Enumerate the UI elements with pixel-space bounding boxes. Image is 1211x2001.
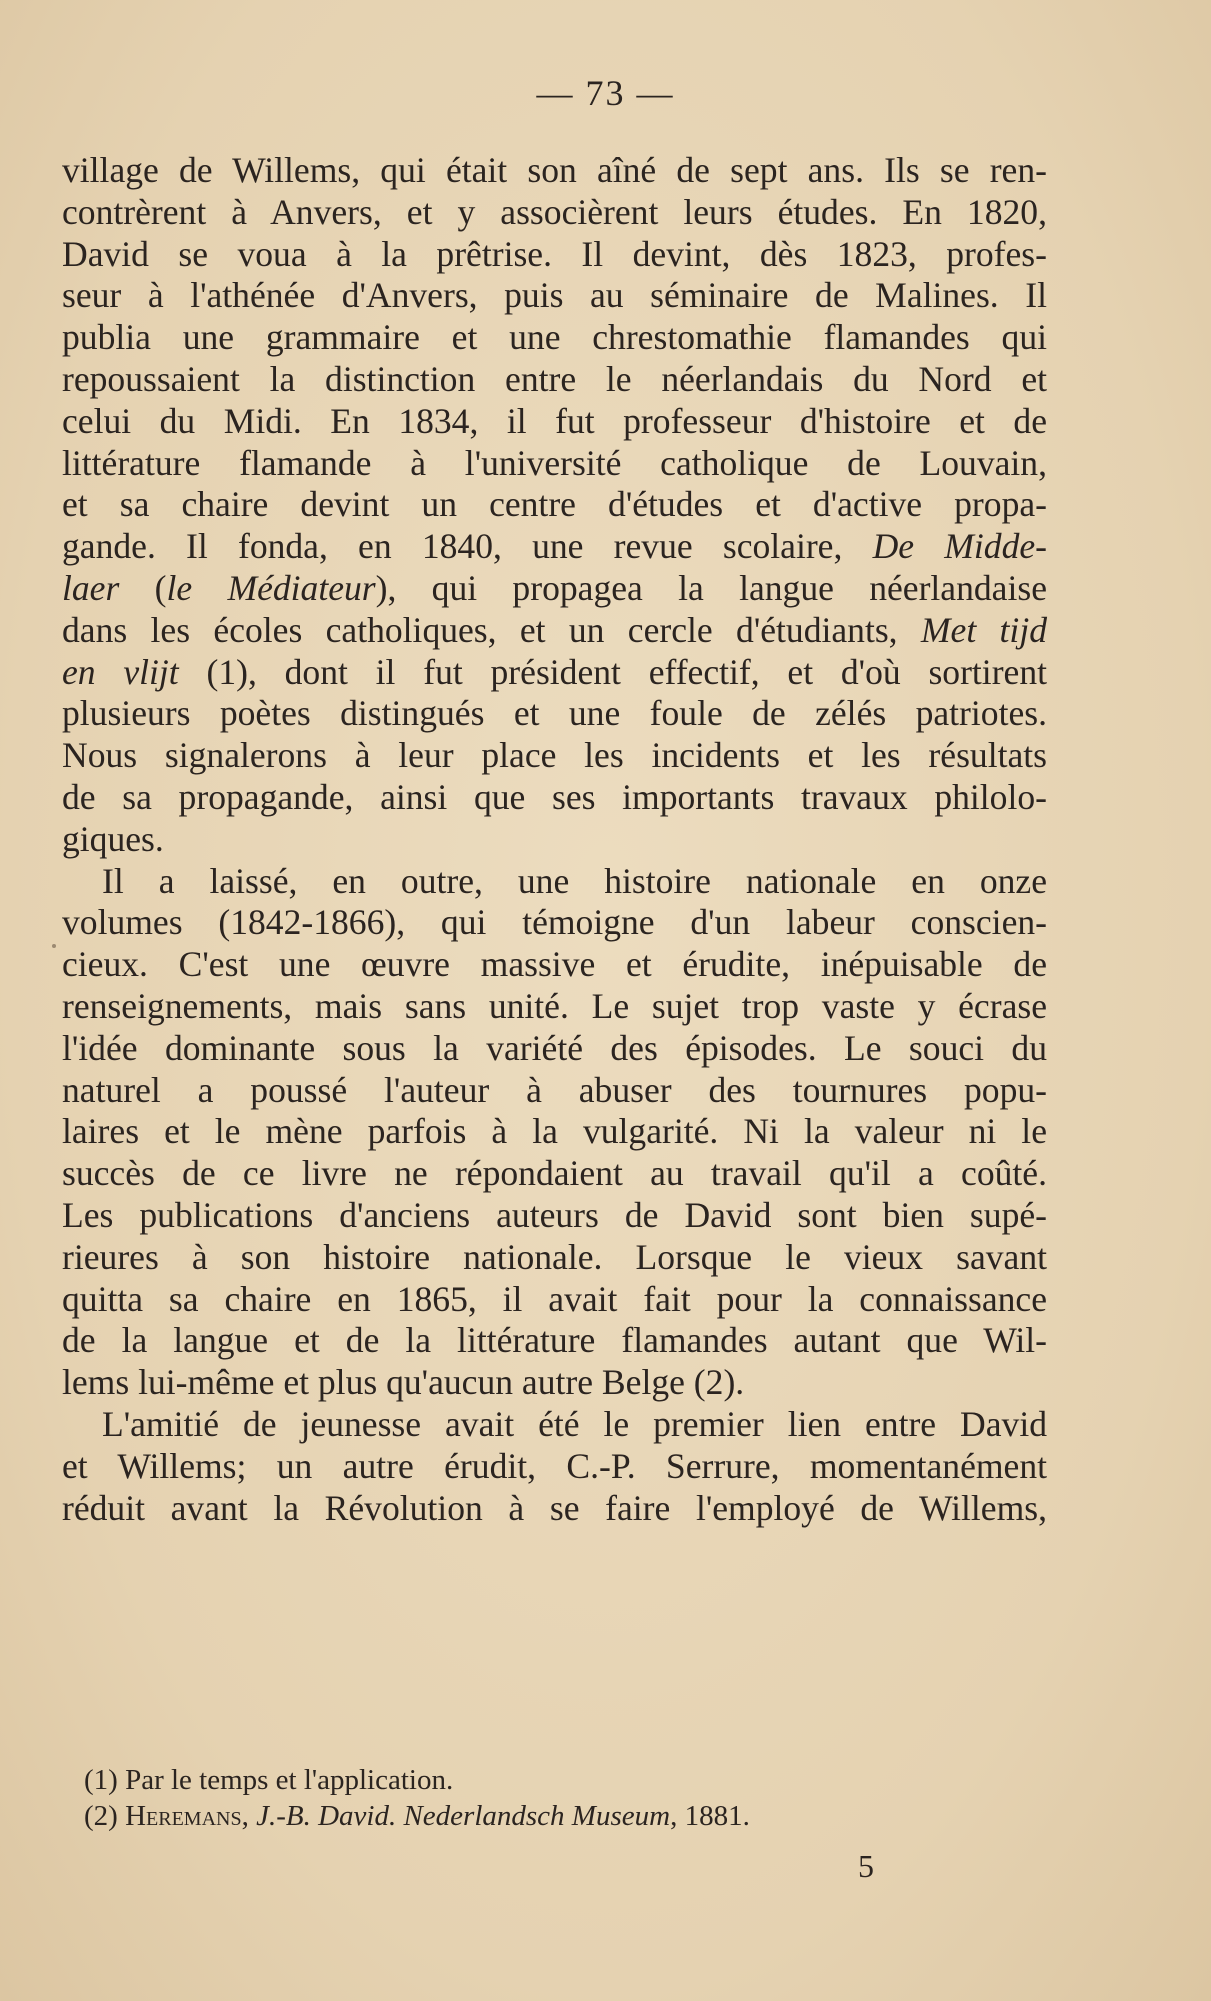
main-text [62, 150, 1047, 1529]
text-line: plusieurs poètes distingués et une foule de zélés patriotes. [62, 693, 1047, 734]
text-line: naturel a poussé l'auteur à abuser des tournures popu- [62, 1069, 1047, 1110]
text-line: succès de ce livre ne répondaient au travail qu'il a coûté. [62, 1153, 1047, 1194]
italic-title: Met tijd [920, 609, 1047, 650]
text-line: de la langue et de la littérature flamandes autant que Wil- [62, 1320, 1047, 1361]
text-line: celui du Midi. En 1834, il fut professeur d'histoire et de [62, 400, 1047, 441]
footnote-1: (1) Par le temps et l'application. [84, 1764, 454, 1796]
text-run: dans les écoles catholiques, et un cercle d'étudiants, [62, 609, 921, 650]
text-line: village de Willems, qui était son aîné de sept ans. Ils se ren- [62, 150, 1047, 190]
italic-title: en vlijt [62, 651, 179, 692]
paper-speck [52, 944, 56, 948]
text-line: littérature flamande à l'université catholique de Louvain, [62, 442, 1047, 483]
text-line: Nous signalerons à leur place les incidents et les résultats [62, 735, 1047, 776]
text-line: David se voua à la prêtrise. Il devint, dès 1823, profes- [62, 233, 1047, 274]
text-line: quitta sa chaire en 1865, il avait fait pour la connaissance [62, 1278, 1047, 1319]
text-line [62, 610, 1047, 652]
text-run: gande. Il fonda, en 1840, une revue scolaire, [62, 526, 873, 567]
footnote-title: J.-B. David. Nederlandsch Museum [256, 1800, 671, 1832]
text-run: (1), dont il fut président effectif, et d'où sortirent [178, 651, 1048, 692]
text-run: , [241, 1800, 257, 1832]
signature-mark: 5 [858, 1848, 874, 1884]
text-run: , 1881. [670, 1800, 750, 1832]
text-run: ( [119, 567, 167, 608]
footnote-2 [84, 1798, 1044, 1834]
text-line: de sa propagande, ainsi que ses importants travaux philolo- [62, 776, 1047, 817]
text-line: volumes (1842-1866), qui témoigne d'un labeur conscien- [62, 902, 1047, 943]
text-line: L'amitié de jeunesse avait été le premier lien entre David [102, 1403, 1047, 1444]
text-line: et sa chaire devint un centre d'études et d'active propa- [62, 484, 1047, 525]
text-line: lems lui-même et plus qu'aucun autre Belge (2). [62, 1362, 745, 1403]
text-line: laires et le mène parfois à la vulgarité. Ni la valeur ni le [62, 1111, 1047, 1152]
text-line [62, 568, 1047, 610]
text-line: Il a laissé, en outre, une histoire nationale en onze [102, 860, 1047, 901]
text-line: et Willems; un autre érudit, C.-P. Serrure, momentanément [62, 1445, 1047, 1486]
text-line: rieures à son histoire nationale. Lorsque le vieux savant [62, 1236, 1047, 1277]
text-line: repoussaient la distinction entre le néerlandais du Nord et [62, 358, 1047, 399]
text-line: publia une grammaire et une chrestomathie flamandes qui [62, 317, 1047, 358]
page-number: — 73 — [536, 73, 675, 113]
text-line [62, 652, 1047, 694]
italic-title: De Midde- [872, 526, 1047, 567]
text-run: ), qui propagea la langue néerlandaise [375, 567, 1047, 608]
footnote-author: Heremans [125, 1800, 242, 1832]
text-line: contrèrent à Anvers, et y associèrent leurs études. En 1820, [62, 191, 1047, 232]
text-line: giques. [62, 818, 164, 859]
text-line: réduit avant la Révolution à se faire l'employé de Willems, [62, 1487, 1047, 1528]
text-line: Les publications d'anciens auteurs de David sont bien supé- [62, 1194, 1047, 1235]
italic-title: laer [62, 567, 120, 608]
text-line: cieux. C'est une œuvre massive et érudite, inépuisable de [62, 944, 1047, 985]
footnote-number: (2) [84, 1800, 126, 1832]
text-line [62, 526, 1047, 568]
text-line: seur à l'athénée d'Anvers, puis au séminaire de Malines. Il [62, 275, 1047, 316]
italic-title: le Médiateur [166, 567, 376, 608]
text-line: l'idée dominante sous la variété des épisodes. Le souci du [62, 1027, 1047, 1068]
footnotes [84, 1762, 1044, 1834]
text-line: renseignements, mais sans unité. Le sujet trop vaste y écrase [62, 985, 1047, 1026]
